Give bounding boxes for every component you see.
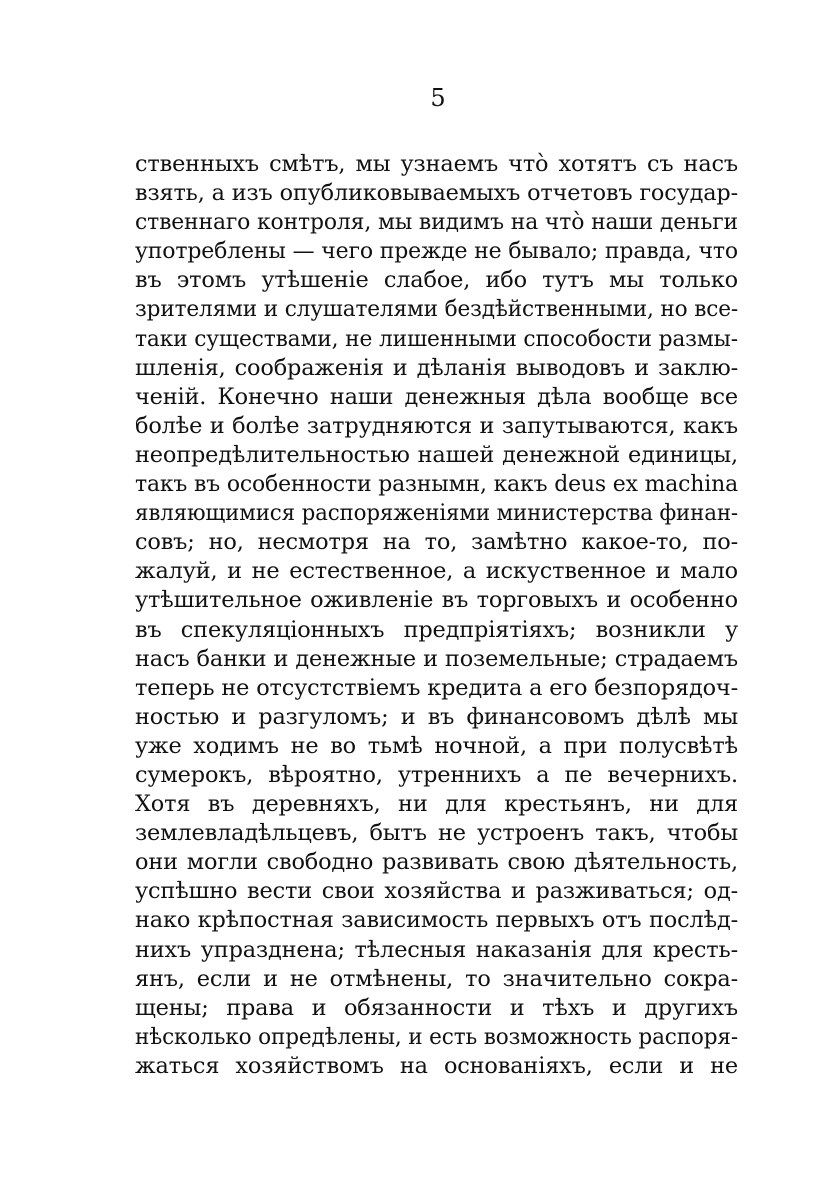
text-line: ностью и разгуломъ; и въ финансовомъ дѣлѣ мы (135, 703, 738, 730)
text-line: сумерокъ, вѣроятно, утреннихъ а пе вечернихъ. (135, 761, 738, 788)
body-text (135, 150, 738, 1081)
page-number: 5 (430, 84, 446, 112)
text-line: щены; права и обязанности и тѣхъ и другихъ (135, 994, 738, 1021)
text-line: жалуй, и не естественное, а искуственное и мало (135, 558, 738, 585)
text-line: взять, а изъ опубликовываемыхъ отчетовъ государ- (135, 180, 738, 207)
text-line: употреблены — чего прежде не бывало; правда, что (135, 238, 738, 265)
text-line: въ этомъ утѣшеніе слабое, ибо тутъ мы только (135, 267, 738, 294)
text-line: насъ банки и денежные и поземельные; страдаемъ (135, 645, 738, 672)
text-line: ченій. Конечно наши денежныя дѣла вообще все (135, 383, 738, 410)
text-line: неопредѣлительностью нашей денежной единицы, (135, 441, 738, 468)
text-line: такъ въ особенности разнымн, какъ deus ex machina (135, 471, 738, 498)
text-line: землевладѣльцевъ, бытъ не устроенъ такъ, чтобы (135, 820, 738, 847)
text-line: теперь не отсустствіемъ кредита а его безпорядоч- (135, 674, 738, 701)
text-line: шленія, соображенія и дѣланія выводовъ и заклю- (135, 354, 738, 381)
text-line: являющимися распоряженіями министерства финан- (135, 500, 738, 527)
text-line: утѣшительное оживленіе въ торговыхъ и особенно (135, 587, 738, 614)
text-line: зрителями и слушателями бездѣйственными, но все- (135, 296, 738, 323)
text-line: успѣшно вести свои хозяйства и разживаться; од- (135, 878, 738, 905)
text-line: ственныхъ смѣтъ, мы узнаемъ что̀ хотятъ съ насъ (135, 151, 738, 177)
text-line: нако крѣпостная зависимость первыхъ отъ послѣд- (135, 907, 738, 934)
text-line: они могли свободно развивать свою дѣятельность, (135, 849, 738, 876)
text-line: болѣе и болѣе затрудняются и запутываются, какъ (135, 412, 738, 439)
text-line: уже ходимъ не во тьмѣ ночной, а при полусвѣтѣ (135, 732, 738, 759)
text-line: совъ; но, несмотря на то, замѣтно какое-то, по- (135, 529, 738, 556)
text-line: ственнаго контроля, мы видимъ на что̀ наши деньги (135, 209, 738, 236)
text-line: жаться хозяйствомъ на основаніяхъ, если и не (135, 1052, 738, 1079)
text-line: нѣсколько опредѣлены, и есть возможность распоря- (135, 1023, 738, 1050)
text-line: въ спекуляціонныхъ предпріятіяхъ; возникли у (135, 616, 738, 643)
text-line: янъ, если и не отмѣнены, то значительно сокра- (135, 965, 738, 992)
text-line: нихъ упразднена; тѣлесныя наказанія для кресть- (135, 936, 738, 963)
text-line: таки существами, не лишенными способости размы- (135, 325, 738, 352)
text-line: Хотя въ деревняхъ, ни для крестьянъ, ни для (135, 791, 738, 818)
